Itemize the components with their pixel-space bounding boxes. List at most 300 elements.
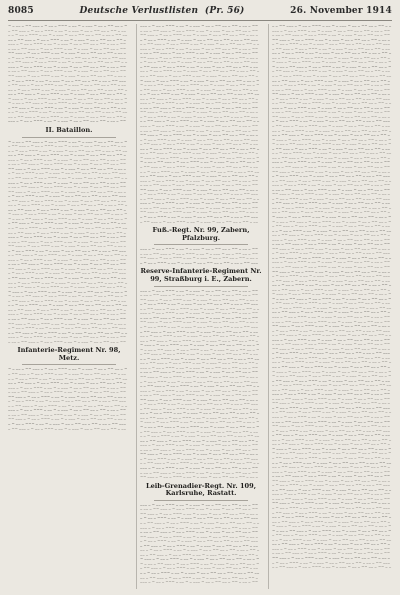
casualty-entry-line: ‒ ‒‒ ‒ −− ‒‒‒ ‒ − ‒‒ ‒ −−− ‒ ‒‒ − ‒ ‒‒‒ − ‒‒ ‒ −− ‒‒ ‒ −− — [8, 412, 126, 417]
casualty-entry-line: ‒ −− ‒‒‒ ‒ − ‒‒ ‒ −−− ‒ ‒‒ − ‒ ‒‒‒ − ‒‒ ‒ −− ‒‒ ‒ −− ‒ ‒‒ — [8, 371, 126, 376]
casualty-entry-line: ‒ −− ‒‒‒ ‒ − ‒‒ ‒ −−− ‒ ‒‒ − ‒ ‒‒‒ − ‒‒ ‒ −− ‒‒ ‒ −− ‒ ‒‒ — [272, 224, 390, 229]
casualty-entry-line: ‒ ‒‒ ‒ −− ‒‒‒ ‒ − ‒‒ ‒ −−− ‒ ‒‒ − ‒ ‒‒‒ − ‒‒ ‒ −− ‒‒ ‒ −− — [140, 183, 258, 188]
casualty-entry-line: ‒ ‒ − ‒‒ ‒ −−− ‒ ‒‒ − ‒ ‒‒‒ − ‒‒ ‒ −− ‒‒ ‒ −− ‒ ‒‒ ‒ −− ‒‒ — [140, 169, 260, 174]
casualty-entry-line: ‒‒‒ ‒ − ‒‒ ‒ −−− ‒ ‒‒ − ‒ ‒‒‒ − ‒‒ ‒ −− ‒‒ ‒ −− ‒ ‒‒ ‒ −− — [140, 311, 258, 316]
casualty-entry-line: ‒‒ ‒ −− ‒‒‒ ‒ − ‒‒ ‒ −−− ‒ ‒‒ − ‒ ‒‒‒ − ‒‒ ‒ −− ‒‒ ‒ −− ‒ — [8, 114, 126, 119]
casualty-entry-line: ‒‒ ‒ − ‒‒ ‒ −−− ‒ ‒‒ − ‒ ‒‒‒ − ‒‒ ‒ −− ‒‒ ‒ −− ‒ ‒‒ ‒ −− ‒ — [272, 51, 392, 56]
casualty-entry-line: ‒ −− ‒‒‒ ‒ − ‒‒ ‒ −−− ‒ ‒‒ − ‒ ‒‒‒ − ‒‒ ‒ −− ‒‒ ‒ −− ‒ ‒‒ — [272, 510, 390, 515]
section-rule — [154, 286, 248, 287]
casualty-entry-line: ‒ ‒ − ‒‒ ‒ −−− ‒ ‒‒ − ‒ ‒‒‒ − ‒‒ ‒ −− ‒‒ ‒ −− ‒ ‒‒ ‒ −− ‒‒ — [272, 383, 392, 388]
casualty-entry-line: ‒ ‒‒ ‒ −− ‒‒‒ ‒ − ‒‒ ‒ −−− ‒ ‒‒ − ‒ ‒‒‒ − ‒‒ ‒ −− ‒‒ ‒ −− — [272, 242, 390, 247]
casualty-entry-line: − ‒‒‒ ‒ − ‒‒ ‒ −−− ‒ ‒‒ − ‒ ‒‒‒ − ‒‒ ‒ −− ‒‒ ‒ −− ‒ ‒‒ ‒ − — [140, 78, 260, 83]
casualty-entry-line: ‒‒‒ ‒ − ‒‒ ‒ −−− ‒ ‒‒ − ‒ ‒‒‒ − ‒‒ ‒ −− ‒‒ ‒ −− ‒ ‒‒ ‒ −− — [8, 157, 126, 162]
casualty-entry-line: ‒‒ ‒ −− ‒‒‒ ‒ − ‒‒ ‒ −−− ‒ ‒‒ − ‒ ‒‒‒ − ‒‒ ‒ −− ‒‒ ‒ −− ‒ — [272, 365, 390, 370]
casualty-entry-line: ‒ − ‒‒ ‒ −−− ‒ ‒‒ − ‒ ‒‒‒ − ‒‒ ‒ −− ‒‒ ‒ −− ‒ ‒‒ ‒ −− ‒‒‒ — [8, 271, 126, 276]
casualty-entry-line: −− ‒‒‒ ‒ − ‒‒ ‒ −−− ‒ ‒‒ − ‒ ‒‒‒ − ‒‒ ‒ −− ‒‒ ‒ −− ‒ ‒‒ ‒ — [8, 189, 126, 194]
casualty-entry-line: ‒ ‒ −− ‒‒‒ ‒ − ‒‒ ‒ −−− ‒ ‒‒ − ‒ ‒‒‒ − ‒‒ ‒ −− ‒‒ ‒ −− ‒ ‒ — [272, 24, 392, 28]
casualty-entry-line: −− ‒‒‒ ‒ − ‒‒ ‒ −−− ‒ ‒‒ − ‒ ‒‒‒ − ‒‒ ‒ −− ‒‒ ‒ −− ‒ ‒‒ ‒ — [272, 401, 390, 406]
casualty-entry-line: ‒ −− ‒‒‒ ‒ − ‒‒ ‒ −−− ‒ ‒‒ − ‒ ‒‒‒ − ‒‒ ‒ −− ‒‒ ‒ −− ‒ ‒‒ — [8, 221, 126, 226]
casualty-entry-line: ‒ ‒‒ ‒ −− ‒‒‒ ‒ − ‒‒ ‒ −−− ‒ ‒‒ − ‒ ‒‒‒ − ‒‒ ‒ −− ‒‒ ‒ −− — [140, 51, 258, 56]
casualty-entry-line: −− ‒‒‒ ‒ − ‒‒ ‒ −−− ‒ ‒‒ − ‒ ‒‒‒ − ‒‒ ‒ −− ‒‒ ‒ −− ‒ ‒‒ ‒ — [140, 375, 258, 380]
casualty-entry-line: ‒ ‒ −− ‒‒‒ ‒ − ‒‒ ‒ −−− ‒ ‒‒ − ‒ ‒‒‒ − ‒‒ ‒ −− ‒‒ ‒ −− ‒ ‒ — [272, 410, 392, 415]
casualty-entry-line: ‒ − ‒‒ ‒ −−− ‒ ‒‒ − ‒ ‒‒‒ − ‒‒ ‒ −− ‒‒ ‒ −− ‒ ‒‒ ‒ −− ‒‒‒ — [272, 483, 390, 488]
casualty-entry-line: ‒‒ ‒ −− ‒‒‒ ‒ − ‒‒ ‒ −−− ‒ ‒‒ − ‒ ‒‒‒ − ‒‒ ‒ −− ‒‒ ‒ −− ‒ — [8, 207, 126, 212]
casualty-entry-line: ‒ ‒ −− ‒‒‒ ‒ − ‒‒ ‒ −−− ‒ ‒‒ − ‒ ‒‒‒ − ‒‒ ‒ −− ‒‒ ‒ −− ‒ ‒ — [8, 60, 128, 65]
casualty-entry-line: ‒ ‒‒ ‒ −− ‒‒‒ ‒ − ‒‒ ‒ −−− ‒ ‒‒ − ‒ ‒‒‒ − ‒‒ ‒ −− ‒‒ ‒ −− — [272, 319, 390, 324]
casualty-entry-line: ‒ ‒‒ ‒ −− ‒‒‒ ‒ − ‒‒ ‒ −−− ‒ ‒‒ − ‒ ‒‒‒ − ‒‒ ‒ −− ‒‒ ‒ −− — [272, 474, 390, 479]
casualty-entry-line: ‒ ‒‒ ‒ −− ‒‒‒ ‒ − ‒‒ ‒ −−− ‒ ‒‒ − ‒ ‒‒‒ − ‒‒ ‒ −− ‒‒ ‒ −− — [140, 393, 258, 398]
casualty-entry-line: ‒‒‒ ‒ − ‒‒ ‒ −−− ‒ ‒‒ − ‒ ‒‒‒ − ‒‒ ‒ −− ‒‒ ‒ −− ‒ ‒‒ ‒ −− — [8, 235, 126, 240]
casualty-entry-line: ‒ −− ‒‒‒ ‒ − ‒‒ ‒ −−− ‒ ‒‒ − ‒ ‒‒‒ − ‒‒ ‒ −− ‒‒ ‒ −− ‒ ‒‒ — [272, 124, 390, 129]
casualty-entry-line: ‒‒‒ ‒ − ‒‒ ‒ −−− ‒ ‒‒ − ‒ ‒‒‒ − ‒‒ ‒ −− ‒‒ ‒ −− ‒ ‒‒ ‒ −− — [140, 465, 258, 470]
text-columns — [8, 24, 394, 589]
journal-title: Deutsche Verlustlisten (Pr. 56) — [79, 6, 245, 16]
casualty-entry-line: − ‒ ‒‒ ‒ −− ‒‒‒ ‒ − ‒‒ ‒ −−− ‒ ‒‒ − ‒ ‒‒‒ − ‒‒ ‒ −− ‒‒ ‒ − — [8, 139, 128, 144]
casualty-entry-line: ‒ −− ‒‒‒ ‒ − ‒‒ ‒ −−− ‒ ‒‒ − ‒ ‒‒‒ − ‒‒ ‒ −− ‒‒ ‒ −− ‒ ‒‒ — [8, 298, 126, 303]
casualty-entry-line: −− ‒‒‒ ‒ − ‒‒ ‒ −−− ‒ ‒‒ − ‒ ‒‒‒ − ‒‒ ‒ −− ‒‒ ‒ −− ‒ ‒‒ ‒ — [272, 246, 390, 251]
casualty-entry-line: − ‒‒‒ ‒ − ‒‒ ‒ −−− ‒ ‒‒ − ‒ ‒‒‒ − ‒‒ ‒ −− ‒‒ ‒ −− ‒ ‒‒ ‒ − — [272, 446, 392, 451]
casualty-entry-line: ‒ −− ‒‒‒ ‒ − ‒‒ ‒ −−− ‒ ‒‒ − ‒ ‒‒‒ − ‒‒ ‒ −− ‒‒ ‒ −− ‒ ‒‒ — [272, 201, 390, 206]
casualty-entry-line: ‒‒ ‒ −− ‒‒‒ ‒ − ‒‒ ‒ −−− ‒ ‒‒ − ‒ ‒‒‒ − ‒‒ ‒ −− ‒‒ ‒ −− ‒ — [140, 415, 258, 420]
casualty-entry-line: ‒‒ ‒ −− ‒‒‒ ‒ − ‒‒ ‒ −−− ‒ ‒‒ − ‒ ‒‒‒ − ‒‒ ‒ −− ‒‒ ‒ −− ‒ — [140, 575, 258, 580]
casualty-entry-line: ‒ − ‒‒ ‒ −−− ‒ ‒‒ − ‒ ‒‒‒ − ‒‒ ‒ −− ‒‒ ‒ −− ‒ ‒‒ ‒ −− ‒‒‒ — [8, 171, 126, 176]
casualty-entry-line: ‒‒ ‒ −− ‒‒‒ ‒ − ‒‒ ‒ −−− ‒ ‒‒ − ‒ ‒‒‒ − ‒‒ ‒ −− ‒‒ ‒ −− ‒ — [8, 307, 126, 312]
casualty-entry-line: ‒ − ‒‒ ‒ −−− ‒ ‒‒ − ‒ ‒‒‒ − ‒‒ ‒ −− ‒‒ ‒ −− ‒ ‒‒ ‒ −− ‒‒‒ — [140, 260, 258, 265]
casualty-entry-line: ‒ ‒ − ‒‒ ‒ −−− ‒ ‒‒ − ‒ ‒‒‒ − ‒‒ ‒ −− ‒‒ ‒ −− ‒ ‒‒ ‒ −− ‒‒ — [272, 537, 392, 542]
casualty-entry-line: ‒ ‒‒ ‒ −− ‒‒‒ ‒ − ‒‒ ‒ −−− ‒ ‒‒ − ‒ ‒‒‒ − ‒‒ ‒ −− ‒‒ ‒ −− — [140, 293, 258, 298]
casualty-entry-line: − ‒ ‒‒ ‒ −− ‒‒‒ ‒ − ‒‒ ‒ −−− ‒ ‒‒ − ‒ ‒‒‒ − ‒‒ ‒ −− ‒‒ ‒ − — [272, 528, 392, 533]
casualty-entry-line: −− ‒‒‒ ‒ − ‒‒ ‒ −−− ‒ ‒‒ − ‒ ‒‒‒ − ‒‒ ‒ −− ‒‒ ‒ −− ‒ ‒‒ ‒ — [272, 169, 390, 174]
section-heading: Fuß.-Regt. Nr. 99, Zabern, Pfalzburg. — [152, 226, 250, 242]
casualty-entry-line: −− ‒‒‒ ‒ − ‒‒ ‒ −−− ‒ ‒‒ − ‒ ‒‒‒ − ‒‒ ‒ −− ‒‒ ‒ −− ‒ ‒‒ ‒ — [140, 534, 258, 539]
casualty-entry-line: −− ‒‒‒ ‒ − ‒‒ ‒ −−− ‒ ‒‒ − ‒ ‒‒‒ − ‒‒ ‒ −− ‒‒ ‒ −− ‒ ‒‒ ‒ — [272, 92, 390, 97]
casualty-entry-line: −− ‒‒‒ ‒ − ‒‒ ‒ −−− ‒ ‒‒ − ‒ ‒‒‒ − ‒‒ ‒ −− ‒‒ ‒ −− ‒ ‒‒ ‒ — [140, 320, 258, 325]
casualty-entry-line: ‒ − ‒‒ ‒ −−− ‒ ‒‒ − ‒ ‒‒‒ − ‒‒ ‒ −− ‒‒ ‒ −− ‒ ‒‒ ‒ −− ‒‒‒ — [140, 37, 258, 42]
casualty-entry-line: − ‒ ‒‒ ‒ −− ‒‒‒ ‒ − ‒‒ ‒ −−− ‒ ‒‒ − ‒ ‒‒‒ − ‒‒ ‒ −− ‒‒ ‒ − — [8, 367, 128, 372]
casualty-entry-line: ‒ ‒ − ‒‒ ‒ −−− ‒ ‒‒ − ‒ ‒‒‒ − ‒‒ ‒ −− ‒‒ ‒ −− ‒ ‒‒ ‒ −− ‒‒ — [140, 356, 260, 361]
casualty-entry-line: ‒ − ‒‒ ‒ −−− ‒ ‒‒ − ‒ ‒‒‒ − ‒‒ ‒ −− ‒‒ ‒ −− ‒ ‒‒ ‒ −− ‒‒‒ — [8, 421, 126, 426]
casualty-entry-line: −− ‒‒‒ ‒ − ‒‒ ‒ −−− ‒ ‒‒ − ‒ ‒‒‒ − ‒‒ ‒ −− ‒‒ ‒ −− ‒ ‒‒ ‒ — [140, 55, 258, 60]
casualty-entry-line: ‒ ‒‒ ‒ −− ‒‒‒ ‒ − ‒‒ ‒ −−− ‒ ‒‒ − ‒ ‒‒‒ − ‒‒ ‒ −− ‒‒ ‒ −− — [140, 105, 258, 110]
casualty-entry-line: ‒ ‒ −− ‒‒‒ ‒ − ‒‒ ‒ −−− ‒ ‒‒ − ‒ ‒‒‒ − ‒‒ ‒ −− ‒‒ ‒ −− ‒ ‒ — [8, 253, 128, 258]
casualty-entry-line: ‒‒ ‒ − ‒‒ ‒ −−− ‒ ‒‒ − ‒ ‒‒‒ − ‒‒ ‒ −− ‒‒ ‒ −− ‒ ‒‒ ‒ −− ‒ — [272, 360, 392, 365]
casualty-entry-line: ‒ ‒‒ ‒ −− ‒‒‒ ‒ − ‒‒ ‒ −−− ‒ ‒‒ − ‒ ‒‒‒ − ‒‒ ‒ −− ‒‒ ‒ −− — [272, 87, 390, 92]
casualty-entry-line: ‒ ‒ − ‒‒ ‒ −−− ‒ ‒‒ − ‒ ‒‒‒ − ‒‒ ‒ −− ‒‒ ‒ −− ‒ ‒‒ ‒ −− ‒‒ — [272, 460, 392, 465]
casualty-entry-line: ‒‒‒ ‒ − ‒‒ ‒ −−− ‒ ‒‒ − ‒ ‒‒‒ − ‒‒ ‒ −− ‒‒ ‒ −− ‒ ‒‒ ‒ −− — [140, 525, 258, 530]
casualty-entry-line: ‒ ‒‒ ‒ −− ‒‒‒ ‒ − ‒‒ ‒ −−− ‒ ‒‒ − ‒ ‒‒‒ − ‒‒ ‒ −− ‒‒ ‒ −− — [8, 239, 126, 244]
casualty-entry-line: ‒ ‒‒ ‒ −− ‒‒‒ ‒ − ‒‒ ‒ −−− ‒ ‒‒ − ‒ ‒‒‒ − ‒‒ ‒ −− ‒‒ ‒ −− — [8, 390, 126, 395]
casualty-entry-line: ‒‒ ‒ −− ‒‒‒ ‒ − ‒‒ ‒ −−− ‒ ‒‒ − ‒ ‒‒‒ − ‒‒ ‒ −− ‒‒ ‒ −− ‒ — [272, 310, 390, 315]
casualty-entry-line: ‒ ‒ − ‒‒ ‒ −−− ‒ ‒‒ − ‒ ‒‒‒ − ‒‒ ‒ −− ‒‒ ‒ −− ‒ ‒‒ ‒ −− ‒‒ — [140, 434, 260, 439]
casualty-entry-line: −− ‒‒‒ ‒ − ‒‒ ‒ −−− ‒ ‒‒ − ‒ ‒‒‒ − ‒‒ ‒ −− ‒‒ ‒ −− ‒ ‒‒ ‒ — [8, 244, 126, 249]
casualty-entry-line: ‒ ‒‒ ‒ −− ‒‒‒ ‒ − ‒‒ ‒ −−− ‒ ‒‒ − ‒ ‒‒‒ − ‒‒ ‒ −− ‒‒ ‒ −− — [8, 46, 126, 51]
casualty-entry-line: −− ‒‒‒ ‒ − ‒‒ ‒ −−− ‒ ‒‒ − ‒ ‒‒‒ − ‒‒ ‒ −− ‒‒ ‒ −− ‒ ‒‒ ‒ — [140, 33, 258, 38]
text-column-2 — [136, 24, 262, 589]
casualty-entry-line: ‒‒ ‒ −− ‒‒‒ ‒ − ‒‒ ‒ −−− ‒ ‒‒ − ‒ ‒‒‒ − ‒‒ ‒ −− ‒‒ ‒ −− ‒ — [272, 442, 390, 447]
casualty-entry-line: ‒ ‒ −− ‒‒‒ ‒ − ‒‒ ‒ −−− ‒ ‒‒ − ‒ ‒‒‒ − ‒‒ ‒ −− ‒‒ ‒ −− ‒ ‒ — [140, 384, 260, 389]
casualty-entry-line: ‒‒‒ ‒ − ‒‒ ‒ −−− ‒ ‒‒ − ‒ ‒‒‒ − ‒‒ ‒ −− ‒‒ ‒ −− ‒ ‒‒ ‒ −− — [8, 119, 126, 124]
casualty-entry-line: ‒ −− ‒‒‒ ‒ − ‒‒ ‒ −−− ‒ ‒‒ − ‒ ‒‒‒ − ‒‒ ‒ −− ‒‒ ‒ −− ‒ ‒‒ — [8, 144, 126, 149]
casualty-entry-line: ‒ − ‒‒ ‒ −−− ‒ ‒‒ − ‒ ‒‒‒ − ‒‒ ‒ −− ‒‒ ‒ −− ‒ ‒‒ ‒ −− ‒‒‒ — [8, 194, 126, 199]
casualty-entry-line: ‒‒ ‒ −− ‒‒‒ ‒ − ‒‒ ‒ −−− ‒ ‒‒ − ‒ ‒‒‒ − ‒‒ ‒ −− ‒‒ ‒ −− ‒ — [8, 285, 126, 290]
casualty-entry-line: − ‒ ‒‒ ‒ −− ‒‒‒ ‒ − ‒‒ ‒ −−− ‒ ‒‒ − ‒ ‒‒‒ − ‒‒ ‒ −− ‒‒ ‒ − — [140, 160, 260, 165]
casualty-entry-line: ‒ −− ‒‒‒ ‒ − ‒‒ ‒ −−− ‒ ‒‒ − ‒ ‒‒‒ − ‒‒ ‒ −− ‒‒ ‒ −− ‒ ‒‒ — [272, 278, 390, 283]
casualty-entry-line: ‒‒‒ ‒ − ‒‒ ‒ −−− ‒ ‒‒ − ‒ ‒‒‒ − ‒‒ ‒ −− ‒‒ ‒ −− ‒ ‒‒ ‒ −− — [140, 124, 258, 129]
casualty-entry-line: ‒‒‒ ‒ − ‒‒ ‒ −−− ‒ ‒‒ − ‒ ‒‒‒ − ‒‒ ‒ −− ‒‒ ‒ −− ‒ ‒‒ ‒ −− — [272, 260, 390, 265]
casualty-entry-line: ‒‒‒ ‒ − ‒‒ ‒ −−− ‒ ‒‒ − ‒ ‒‒‒ − ‒‒ ‒ −− ‒‒ ‒ −− ‒ ‒‒ ‒ −− — [272, 105, 390, 110]
casualty-entry-line: ‒ ‒‒ ‒ −− ‒‒‒ ‒ − ‒‒ ‒ −−− ‒ ‒‒ − ‒ ‒‒‒ − ‒‒ ‒ −− ‒‒ ‒ −− — [140, 205, 258, 210]
casualty-entry-line: − ‒‒‒ ‒ − ‒‒ ‒ −−− ‒ ‒‒ − ‒ ‒‒‒ − ‒‒ ‒ −− ‒‒ ‒ −− ‒ ‒‒ ‒ − — [272, 60, 392, 65]
casualty-entry-line: ‒‒‒ ‒ − ‒‒ ‒ −−− ‒ ‒‒ − ‒ ‒‒‒ − ‒‒ ‒ −− ‒‒ ‒ −− ‒ ‒‒ ‒ −− — [8, 64, 126, 69]
casualty-entry-line: ‒ ‒‒ ‒ −− ‒‒‒ ‒ − ‒‒ ‒ −−− ‒ ‒‒ − ‒ ‒‒‒ − ‒‒ ‒ −− ‒‒ ‒ −− — [272, 264, 390, 269]
casualty-entry-line: ‒‒ ‒ − ‒‒ ‒ −−− ‒ ‒‒ − ‒ ‒‒‒ − ‒‒ ‒ −− ‒‒ ‒ −− ‒ ‒‒ ‒ −− ‒ — [140, 334, 260, 339]
casualty-entry-line: ‒ −− ‒‒‒ ‒ − ‒‒ ‒ −−− ‒ ‒‒ − ‒ ‒‒‒ − ‒‒ ‒ −− ‒‒ ‒ −− ‒ ‒‒ — [140, 219, 258, 224]
casualty-entry-line: ‒ ‒ −− ‒‒‒ ‒ − ‒‒ ‒ −−− ‒ ‒‒ − ‒ ‒‒‒ − ‒‒ ‒ −− ‒‒ ‒ −− ‒ ‒ — [140, 196, 260, 201]
casualty-entry-line: ‒‒‒ ‒ − ‒‒ ‒ −−− ‒ ‒‒ − ‒ ‒‒‒ − ‒‒ ‒ −− ‒‒ ‒ −− ‒ ‒‒ ‒ −− — [8, 385, 126, 390]
casualty-entry-line: −− ‒‒‒ ‒ − ‒‒ ‒ −−− ‒ ‒‒ − ‒ ‒‒‒ − ‒‒ ‒ −− ‒‒ ‒ −− ‒ ‒‒ ‒ — [140, 452, 258, 457]
casualty-entry-line: −− ‒‒‒ ‒ − ‒‒ ‒ −−− ‒ ‒‒ − ‒ ‒‒‒ − ‒‒ ‒ −− ‒‒ ‒ −− ‒ ‒‒ ‒ — [8, 166, 126, 171]
casualty-entry-line: − ‒ ‒‒ ‒ −− ‒‒‒ ‒ − ‒‒ ‒ −−− ‒ ‒‒ − ‒ ‒‒‒ − ‒‒ ‒ −− ‒‒ ‒ − — [140, 561, 260, 566]
casualty-entry-line: ‒ ‒‒ ‒ −− ‒‒‒ ‒ − ‒‒ ‒ −−− ‒ ‒‒ − ‒ ‒‒‒ − ‒‒ ‒ −− ‒‒ ‒ −− — [140, 470, 258, 475]
casualty-entry-line: ‒ −− ‒‒‒ ‒ − ‒‒ ‒ −−− ‒ ‒‒ − ‒ ‒‒‒ − ‒‒ ‒ −− ‒‒ ‒ −− ‒ ‒‒ — [272, 146, 390, 151]
casualty-entry-line: ‒ −− ‒‒‒ ‒ − ‒‒ ‒ −−− ‒ ‒‒ − ‒ ‒‒‒ − ‒‒ ‒ −− ‒‒ ‒ −− ‒ ‒‒ — [8, 105, 126, 110]
casualty-entry-line: − ‒ ‒‒ ‒ −− ‒‒‒ ‒ − ‒‒ ‒ −−− ‒ ‒‒ − ‒ ‒‒‒ − ‒‒ ‒ −− ‒‒ ‒ − — [8, 101, 128, 106]
casualty-entry-line: ‒ − ‒‒ ‒ −−− ‒ ‒‒ − ‒ ‒‒‒ − ‒‒ ‒ −− ‒‒ ‒ −− ‒ ‒‒ ‒ −− ‒‒‒ — [140, 214, 258, 219]
casualty-entry-line: ‒‒‒ ‒ − ‒‒ ‒ −−− ‒ ‒‒ − ‒ ‒‒‒ − ‒‒ ‒ −− ‒‒ ‒ −− ‒ ‒‒ ‒ −− — [140, 388, 258, 393]
casualty-entry-line: −− ‒‒‒ ‒ − ‒‒ ‒ −−− ‒ ‒‒ − ‒ ‒‒‒ − ‒‒ ‒ −− ‒‒ ‒ −− ‒ ‒‒ ‒ — [140, 110, 258, 115]
casualty-entry-line: ‒ −− ‒‒‒ ‒ − ‒‒ ‒ −−− ‒ ‒‒ − ‒ ‒‒‒ − ‒‒ ‒ −− ‒‒ ‒ −− ‒ ‒‒ — [140, 406, 258, 411]
casualty-entry-line: ‒‒‒ ‒ − ‒‒ ‒ −−− ‒ ‒‒ − ‒ ‒‒‒ − ‒‒ ‒ −− ‒‒ ‒ −− ‒ ‒‒ ‒ −− — [8, 408, 126, 413]
casualty-entry-line: −− ‒‒‒ ‒ − ‒‒ ‒ −−− ‒ ‒‒ − ‒ ‒‒‒ − ‒‒ ‒ −− ‒‒ ‒ −− ‒ ‒‒ ‒ — [140, 187, 258, 192]
casualty-entry-line: ‒ ‒ −− ‒‒‒ ‒ − ‒‒ ‒ −−− ‒ ‒‒ − ‒ ‒‒‒ − ‒‒ ‒ −− ‒‒ ‒ −− ‒ ‒ — [272, 101, 392, 106]
casualty-entry-line: ‒ − ‒‒ ‒ −−− ‒ ‒‒ − ‒ ‒‒‒ − ‒‒ ‒ −− ‒‒ ‒ −− ‒ ‒‒ ‒ −− ‒‒‒ — [140, 516, 258, 521]
casualty-entry-line: ‒‒ ‒ − ‒‒ ‒ −−− ‒ ‒‒ − ‒ ‒‒‒ − ‒‒ ‒ −− ‒‒ ‒ −− ‒ ‒‒ ‒ −− ‒ — [140, 411, 260, 416]
casualty-entry-line: ‒‒ ‒ −− ‒‒‒ ‒ − ‒‒ ‒ −−− ‒ ‒‒ − ‒ ‒‒‒ − ‒‒ ‒ −− ‒‒ ‒ −− ‒ — [140, 361, 258, 366]
casualty-entry-line: ‒ ‒ − ‒‒ ‒ −−− ‒ ‒‒ − ‒ ‒‒‒ − ‒‒ ‒ −− ‒‒ ‒ −− ‒ ‒‒ ‒ −− ‒‒ — [272, 74, 392, 79]
casualty-entry-line: ‒‒‒ ‒ − ‒‒ ‒ −−− ‒ ‒‒ − ‒ ‒‒‒ − ‒‒ ‒ −− ‒‒ ‒ −− ‒ ‒‒ ‒ −− — [272, 183, 390, 188]
casualty-entry-line: ‒ −− ‒‒‒ ‒ − ‒‒ ‒ −−− ‒ ‒‒ − ‒ ‒‒‒ − ‒‒ ‒ −− ‒‒ ‒ −− ‒ ‒‒ — [272, 355, 390, 360]
casualty-entry-line: ‒ ‒ −− ‒‒‒ ‒ − ‒‒ ‒ −−− ‒ ‒‒ − ‒ ‒‒‒ − ‒‒ ‒ −− ‒‒ ‒ −− ‒ ‒ — [272, 333, 392, 338]
section-rule — [22, 364, 116, 365]
casualty-entry-line: ‒ − ‒‒ ‒ −−− ‒ ‒‒ − ‒ ‒‒‒ − ‒‒ ‒ −− ‒‒ ‒ −− ‒ ‒‒ ‒ −− ‒‒‒ — [140, 456, 258, 461]
casualty-entry-line: ‒‒ ‒ − ‒‒ ‒ −−− ‒ ‒‒ − ‒ ‒‒‒ − ‒‒ ‒ −− ‒‒ ‒ −− ‒ ‒‒ ‒ −− ‒ — [272, 437, 392, 442]
casualty-entry-line: ‒ − ‒‒ ‒ −−− ‒ ‒‒ − ‒ ‒‒‒ − ‒‒ ‒ −− ‒‒ ‒ −− ‒ ‒‒ ‒ −− ‒‒‒ — [8, 78, 126, 83]
casualty-entry-line: ‒ ‒‒ ‒ −− ‒‒‒ ‒ − ‒‒ ‒ −−− ‒ ‒‒ − ‒ ‒‒‒ − ‒‒ ‒ −− ‒‒ ‒ −− — [140, 530, 258, 535]
casualty-entry-line: ‒‒‒ ‒ − ‒‒ ‒ −−− ‒ ‒‒ − ‒ ‒‒‒ − ‒‒ ‒ −− ‒‒ ‒ −− ‒ ‒‒ ‒ −− — [8, 42, 126, 47]
casualty-entry-line: ‒‒‒ ‒ − ‒‒ ‒ −−− ‒ ‒‒ − ‒ ‒‒‒ − ‒‒ ‒ −− ‒‒ ‒ −− ‒ ‒‒ ‒ −− — [140, 24, 258, 28]
casualty-entry-line: ‒ ‒ −− ‒‒‒ ‒ − ‒‒ ‒ −−− ‒ ‒‒ − ‒ ‒‒‒ − ‒‒ ‒ −− ‒‒ ‒ −− ‒ ‒ — [272, 565, 392, 570]
casualty-entry-line: ‒ − ‒‒ ‒ −−− ‒ ‒‒ − ‒ ‒‒‒ − ‒‒ ‒ −− ‒‒ ‒ −− ‒ ‒‒ ‒ −− ‒‒‒ — [140, 137, 258, 142]
casualty-entry-line: ‒ − ‒‒ ‒ −−− ‒ ‒‒ − ‒ ‒‒‒ − ‒‒ ‒ −− ‒‒ ‒ −− ‒ ‒‒ ‒ −− ‒‒‒ — [140, 60, 258, 65]
casualty-entry-line: ‒ ‒ −− ‒‒‒ ‒ − ‒‒ ‒ −−− ‒ ‒‒ − ‒ ‒‒‒ − ‒‒ ‒ −− ‒‒ ‒ −− ‒ ‒ — [8, 330, 128, 335]
casualty-entry-line: ‒‒ ‒ −− ‒‒‒ ‒ − ‒‒ ‒ −−− ‒ ‒‒ − ‒ ‒‒‒ − ‒‒ ‒ −− ‒‒ ‒ −− ‒ — [8, 37, 126, 42]
casualty-entry-line: − ‒‒‒ ‒ − ‒‒ ‒ −−− ‒ ‒‒ − ‒ ‒‒‒ − ‒‒ ‒ −− ‒‒ ‒ −− ‒ ‒‒ ‒ − — [272, 524, 392, 529]
casualty-entry-line: −− ‒‒‒ ‒ − ‒‒ ‒ −−− ‒ ‒‒ − ‒ ‒‒‒ − ‒‒ ‒ −− ‒‒ ‒ −− ‒ ‒‒ ‒ — [272, 37, 390, 42]
casualty-entry-line: −− ‒‒‒ ‒ − ‒‒ ‒ −−− ‒ ‒‒ − ‒ ‒‒‒ − ‒‒ ‒ −− ‒‒ ‒ −− ‒ ‒‒ ‒ — [272, 346, 390, 351]
casualty-entry-line: ‒ −− ‒‒‒ ‒ − ‒‒ ‒ −−− ‒ ‒‒ − ‒ ‒‒‒ − ‒‒ ‒ −− ‒‒ ‒ −− ‒ ‒‒ — [140, 543, 258, 548]
casualty-entry-line: −− ‒‒‒ ‒ − ‒‒ ‒ −−− ‒ ‒‒ − ‒ ‒‒‒ − ‒‒ ‒ −− ‒‒ ‒ −− ‒ ‒‒ ‒ — [8, 51, 126, 56]
casualty-entry-line: ‒ ‒‒ ‒ −− ‒‒‒ ‒ − ‒‒ ‒ −−− ‒ ‒‒ − ‒ ‒‒‒ − ‒‒ ‒ −− ‒‒ ‒ −− — [272, 419, 390, 424]
casualty-entry-line: ‒‒‒ ‒ − ‒‒ ‒ −−− ‒ ‒‒ − ‒ ‒‒‒ − ‒‒ ‒ −− ‒‒ ‒ −− ‒ ‒‒ ‒ −− — [272, 415, 390, 420]
casualty-entry-line: ‒ ‒ −− ‒‒‒ ‒ − ‒‒ ‒ −−− ‒ ‒‒ − ‒ ‒‒‒ − ‒‒ ‒ −− ‒‒ ‒ −− ‒ ‒ — [140, 119, 260, 124]
casualty-entry-line: −− ‒‒‒ ‒ − ‒‒ ‒ −−− ‒ ‒‒ − ‒ ‒‒‒ − ‒‒ ‒ −− ‒‒ ‒ −− ‒ ‒‒ ‒ — [140, 210, 258, 215]
casualty-entry-line: ‒ ‒ −− ‒‒‒ ‒ − ‒‒ ‒ −−− ‒ ‒‒ − ‒ ‒‒‒ − ‒‒ ‒ −− ‒‒ ‒ −− ‒ ‒ — [140, 520, 260, 525]
casualty-entry-line: ‒ − ‒‒ ‒ −−− ‒ ‒‒ − ‒ ‒‒‒ − ‒‒ ‒ −− ‒‒ ‒ −− ‒ ‒‒ ‒ −− ‒‒‒ — [8, 55, 126, 60]
casualty-entry-line: ‒‒ ‒ −− ‒‒‒ ‒ − ‒‒ ‒ −−− ‒ ‒‒ − ‒ ‒‒‒ − ‒‒ ‒ −− ‒‒ ‒ −− ‒ — [272, 387, 390, 392]
casualty-entry-line: ‒ − ‒‒ ‒ −−− ‒ ‒‒ − ‒ ‒‒‒ − ‒‒ ‒ −− ‒‒ ‒ −− ‒ ‒‒ ‒ −− ‒‒‒ — [272, 119, 390, 124]
casualty-entry-line: − ‒‒‒ ‒ − ‒‒ ‒ −−− ‒ ‒‒ − ‒ ‒‒‒ − ‒‒ ‒ −− ‒‒ ‒ −− ‒ ‒‒ ‒ − — [272, 137, 392, 142]
casualty-entry-line: −− ‒‒‒ ‒ − ‒‒ ‒ −−− ‒ ‒‒ − ‒ ‒‒‒ − ‒‒ ‒ −− ‒‒ ‒ −− ‒ ‒‒ ‒ — [140, 297, 258, 302]
section-rule — [154, 244, 248, 245]
casualty-entry-line: ‒ − ‒‒ ‒ −−− ‒ ‒‒ − ‒ ‒‒‒ − ‒‒ ‒ −− ‒‒ ‒ −− ‒ ‒‒ ‒ −− ‒‒‒ — [140, 192, 258, 197]
casualty-entry-line: ‒ − ‒‒ ‒ −−− ‒ ‒‒ − ‒ ‒‒‒ − ‒‒ ‒ −− ‒‒ ‒ −− ‒ ‒‒ ‒ −− ‒‒‒ — [272, 428, 390, 433]
casualty-entry-line: ‒ ‒ −− ‒‒‒ ‒ − ‒‒ ‒ −−− ‒ ‒‒ − ‒ ‒‒‒ − ‒‒ ‒ −− ‒‒ ‒ −− ‒ ‒ — [272, 255, 392, 260]
casualty-entry-line: ‒‒ ‒ −− ‒‒‒ ‒ − ‒‒ ‒ −−− ‒ ‒‒ − ‒ ‒‒‒ − ‒‒ ‒ −− ‒‒ ‒ −− ‒ — [272, 155, 390, 160]
casualty-entry-line: ‒ ‒‒ ‒ −− ‒‒‒ ‒ − ‒‒ ‒ −−− ‒ ‒‒ − ‒ ‒‒‒ − ‒‒ ‒ −− ‒‒ ‒ −− — [272, 342, 390, 347]
casualty-entry-line: ‒ ‒‒ ‒ −− ‒‒‒ ‒ − ‒‒ ‒ −−− ‒ ‒‒ − ‒ ‒‒‒ − ‒‒ ‒ −− ‒‒ ‒ −− — [140, 28, 258, 33]
casualty-entry-line: ‒ − ‒‒ ‒ −−− ‒ ‒‒ − ‒ ‒‒‒ − ‒‒ ‒ −− ‒‒ ‒ −− ‒ ‒‒ ‒ −− ‒‒‒ — [272, 560, 390, 565]
casualty-entry-line: ‒‒ ‒ −− ‒‒‒ ‒ − ‒‒ ‒ −−− ‒ ‒‒ − ‒ ‒‒‒ − ‒‒ ‒ −− ‒‒ ‒ −− ‒ — [140, 96, 258, 101]
casualty-entry-line: ‒‒ ‒ − ‒‒ ‒ −−− ‒ ‒‒ − ‒ ‒‒‒ − ‒‒ ‒ −− ‒‒ ‒ −− ‒ ‒‒ ‒ −− ‒ — [272, 515, 392, 520]
casualty-entry-line: ‒ ‒‒ ‒ −− ‒‒‒ ‒ − ‒‒ ‒ −−− ‒ ‒‒ − ‒ ‒‒‒ − ‒‒ ‒ −− ‒‒ ‒ −− — [272, 110, 390, 115]
casualty-entry-line: − ‒‒‒ ‒ − ‒‒ ‒ −−− ‒ ‒‒ − ‒ ‒‒‒ − ‒‒ ‒ −− ‒‒ ‒ −− ‒ ‒‒ ‒ − — [272, 214, 392, 219]
casualty-entry-line: ‒ −− ‒‒‒ ‒ − ‒‒ ‒ −−− ‒ ‒‒ − ‒ ‒‒‒ − ‒‒ ‒ −− ‒‒ ‒ −− ‒ ‒‒ — [140, 164, 258, 169]
casualty-entry-line: − ‒ ‒‒ ‒ −− ‒‒‒ ‒ − ‒‒ ‒ −−− ‒ ‒‒ − ‒ ‒‒‒ − ‒‒ ‒ −− ‒‒ ‒ − — [8, 294, 128, 299]
casualty-entry-line: ‒ ‒‒ ‒ −− ‒‒‒ ‒ − ‒‒ ‒ −−− ‒ ‒‒ − ‒ ‒‒‒ − ‒‒ ‒ −− ‒‒ ‒ −− — [140, 507, 258, 512]
casualty-entry-line: ‒ ‒‒ ‒ −− ‒‒‒ ‒ − ‒‒ ‒ −−− ‒ ‒‒ − ‒ ‒‒‒ − ‒‒ ‒ −− ‒‒ ‒ −− — [8, 185, 126, 190]
casualty-entry-line: ‒ −− ‒‒‒ ‒ − ‒‒ ‒ −−− ‒ ‒‒ − ‒ ‒‒‒ − ‒‒ ‒ −− ‒‒ ‒ −− ‒ ‒‒ — [140, 429, 258, 434]
casualty-entry-line: −− ‒‒‒ ‒ − ‒‒ ‒ −−− ‒ ‒‒ − ‒ ‒‒‒ − ‒‒ ‒ −− ‒‒ ‒ −− ‒ ‒‒ ‒ — [8, 394, 126, 399]
section-rule — [154, 500, 248, 501]
casualty-entry-line: ‒ −− ‒‒‒ ‒ − ‒‒ ‒ −−− ‒ ‒‒ − ‒ ‒‒‒ − ‒‒ ‒ −− ‒‒ ‒ −− ‒ ‒‒ — [272, 378, 390, 383]
section-heading: II. Bataillon. — [45, 126, 93, 135]
casualty-entry-line: ‒ −− ‒‒‒ ‒ − ‒‒ ‒ −−− ‒ ‒‒ − ‒ ‒‒‒ − ‒‒ ‒ −− ‒‒ ‒ −− ‒ ‒‒ — [272, 533, 390, 538]
casualty-entry-line: − ‒‒‒ ‒ − ‒‒ ‒ −−− ‒ ‒‒ − ‒ ‒‒‒ − ‒‒ ‒ −− ‒‒ ‒ −− ‒ ‒‒ ‒ − — [8, 212, 128, 217]
casualty-entry-line: ‒‒‒ ‒ − ‒‒ ‒ −−− ‒ ‒‒ − ‒ ‒‒‒ − ‒‒ ‒ −− ‒‒ ‒ −− ‒ ‒‒ ‒ −− — [140, 580, 258, 585]
casualty-entry-line: ‒ ‒‒ ‒ −− ‒‒‒ ‒ − ‒‒ ‒ −−− ‒ ‒‒ − ‒ ‒‒‒ − ‒‒ ‒ −− ‒‒ ‒ −− — [8, 316, 126, 321]
casualty-entry-line: ‒ ‒ −− ‒‒‒ ‒ − ‒‒ ‒ −−− ‒ ‒‒ − ‒ ‒‒‒ − ‒‒ ‒ −− ‒‒ ‒ −− ‒ ‒ — [8, 176, 128, 180]
casualty-entry-line: ‒ ‒ − ‒‒ ‒ −−− ‒ ‒‒ − ‒ ‒‒‒ − ‒‒ ‒ −− ‒‒ ‒ −− ‒ ‒‒ ‒ −− ‒‒ — [272, 305, 392, 310]
casualty-entry-line: −− ‒‒‒ ‒ − ‒‒ ‒ −−− ‒ ‒‒ − ‒ ‒‒‒ − ‒‒ ‒ −− ‒‒ ‒ −− ‒ ‒‒ ‒ — [272, 114, 390, 119]
casualty-entry-line: ‒‒‒ ‒ − ‒‒ ‒ −−− ‒ ‒‒ − ‒ ‒‒‒ − ‒‒ ‒ −− ‒‒ ‒ −− ‒ ‒‒ ‒ −− — [140, 502, 258, 507]
casualty-entry-line: ‒ −− ‒‒‒ ‒ − ‒‒ ‒ −−− ‒ ‒‒ − ‒ ‒‒‒ − ‒‒ ‒ −− ‒‒ ‒ −− ‒ ‒‒ — [272, 69, 390, 74]
casualty-entry-line: ‒ −− ‒‒‒ ‒ − ‒‒ ‒ −−− ‒ ‒‒ − ‒ ‒‒‒ − ‒‒ ‒ −− ‒‒ ‒ −− ‒ ‒‒ — [140, 64, 258, 69]
casualty-entry-line: ‒‒ ‒ −− ‒‒‒ ‒ − ‒‒ ‒ −−− ‒ ‒‒ − ‒ ‒‒‒ − ‒‒ ‒ −− ‒‒ ‒ −− ‒ — [8, 381, 126, 386]
casualty-entry-line: ‒ − ‒‒ ‒ −−− ‒ ‒‒ − ‒ ‒‒‒ − ‒‒ ‒ −− ‒‒ ‒ −− ‒ ‒‒ ‒ −− ‒‒‒ — [140, 114, 258, 119]
casualty-entry-line: ‒ − ‒‒ ‒ −−− ‒ ‒‒ − ‒ ‒‒‒ − ‒‒ ‒ −− ‒‒ ‒ −− ‒ ‒‒ ‒ −− ‒‒‒ — [8, 399, 126, 404]
casualty-entry-line: ‒ −− ‒‒‒ ‒ − ‒‒ ‒ −−− ‒ ‒‒ − ‒ ‒‒‒ − ‒‒ ‒ −− ‒‒ ‒ −− ‒ ‒‒ — [140, 352, 258, 357]
casualty-entry-line: ‒ ‒ − ‒‒ ‒ −−− ‒ ‒‒ − ‒ ‒‒‒ − ‒‒ ‒ −− ‒‒ ‒ −− ‒ ‒‒ ‒ −− ‒‒ — [8, 303, 128, 308]
casualty-entry-line: ‒ ‒‒ ‒ −− ‒‒‒ ‒ − ‒‒ ‒ −−− ‒ ‒‒ − ‒ ‒‒‒ − ‒‒ ‒ −− ‒‒ ‒ −− — [272, 396, 390, 401]
casualty-entry-line: ‒ ‒ − ‒‒ ‒ −−− ‒ ‒‒ − ‒ ‒‒‒ − ‒‒ ‒ −− ‒‒ ‒ −− ‒ ‒‒ ‒ −− ‒‒ — [8, 376, 128, 381]
casualty-entry-line: ‒ − ‒‒ ‒ −−− ‒ ‒‒ − ‒ ‒‒‒ − ‒‒ ‒ −− ‒‒ ‒ −− ‒ ‒‒ ‒ −− ‒‒‒ — [140, 302, 258, 307]
casualty-entry-line: ‒ ‒ −− ‒‒‒ ‒ − ‒‒ ‒ −−− ‒ ‒‒ − ‒ ‒‒‒ − ‒‒ ‒ −− ‒‒ ‒ −− ‒ ‒ — [140, 306, 260, 311]
casualty-entry-line: ‒ −− ‒‒‒ ‒ − ‒‒ ‒ −−− ‒ ‒‒ − ‒ ‒‒‒ − ‒‒ ‒ −− ‒‒ ‒ −− ‒ ‒‒ — [140, 566, 258, 571]
casualty-entry-line: − ‒‒‒ ‒ − ‒‒ ‒ −−− ‒ ‒‒ − ‒ ‒‒‒ − ‒‒ ‒ −− ‒‒ ‒ −− ‒ ‒‒ ‒ − — [140, 155, 260, 160]
casualty-entry-line: − ‒ ‒‒ ‒ −− ‒‒‒ ‒ − ‒‒ ‒ −−− ‒ ‒‒ − ‒ ‒‒‒ − ‒‒ ‒ −− ‒‒ ‒ − — [272, 296, 392, 301]
casualty-entry-line: ‒‒ ‒ − ‒‒ ‒ −−− ‒ ‒‒ − ‒ ‒‒‒ − ‒‒ ‒ −− ‒‒ ‒ −− ‒ ‒‒ ‒ −− ‒ — [8, 87, 128, 92]
issue-date: 26. November 1914 — [290, 6, 392, 16]
casualty-entry-line: − ‒ ‒‒ ‒ −− ‒‒‒ ‒ − ‒‒ ‒ −−− ‒ ‒‒ − ‒ ‒‒‒ − ‒‒ ‒ −− ‒‒ ‒ − — [140, 425, 260, 430]
casualty-entry-line: ‒‒ ‒ − ‒‒ ‒ −−− ‒ ‒‒ − ‒ ‒‒‒ − ‒‒ ‒ −− ‒‒ ‒ −− ‒ ‒‒ ‒ −− ‒ — [272, 128, 392, 133]
casualty-entry-line: ‒‒ ‒ − ‒‒ ‒ −−− ‒ ‒‒ − ‒ ‒‒‒ − ‒‒ ‒ −− ‒‒ ‒ −− ‒ ‒‒ ‒ −− ‒ — [272, 283, 392, 288]
casualty-entry-line: − ‒‒‒ ‒ − ‒‒ ‒ −−− ‒ ‒‒ − ‒ ‒‒‒ − ‒‒ ‒ −− ‒‒ ‒ −− ‒ ‒‒ ‒ − — [140, 420, 260, 425]
casualty-entry-line: − ‒ ‒‒ ‒ −− ‒‒‒ ‒ − ‒‒ ‒ −−− ‒ ‒‒ − ‒ ‒‒‒ − ‒‒ ‒ −− ‒‒ ‒ − — [140, 83, 260, 88]
casualty-entry-line: ‒‒‒ ‒ − ‒‒ ‒ −−− ‒ ‒‒ − ‒ ‒‒‒ − ‒‒ ‒ −− ‒‒ ‒ −− ‒ ‒‒ ‒ −− — [140, 101, 258, 106]
casualty-entry-line: ‒‒ ‒ −− ‒‒‒ ‒ − ‒‒ ‒ −−− ‒ ‒‒ − ‒ ‒‒‒ − ‒‒ ‒ −− ‒‒ ‒ −− ‒ — [140, 438, 258, 443]
casualty-entry-line: ‒‒‒ ‒ − ‒‒ ‒ −−− ‒ ‒‒ − ‒ ‒‒‒ − ‒‒ ‒ −− ‒‒ ‒ −− ‒ ‒‒ ‒ −− — [140, 46, 258, 51]
casualty-entry-line: − ‒ ‒‒ ‒ −− ‒‒‒ ‒ − ‒‒ ‒ −−− ‒ ‒‒ − ‒ ‒‒‒ − ‒‒ ‒ −− ‒‒ ‒ − — [8, 216, 128, 221]
casualty-entry-line: ‒ − ‒‒ ‒ −−− ‒ ‒‒ − ‒ ‒‒‒ − ‒‒ ‒ −− ‒‒ ‒ −− ‒ ‒‒ ‒ −− ‒‒‒ — [8, 326, 126, 331]
casualty-entry-line: ‒ −− ‒‒‒ ‒ − ‒‒ ‒ −−− ‒ ‒‒ − ‒ ‒‒‒ − ‒‒ ‒ −− ‒‒ ‒ −− ‒ ‒‒ — [272, 433, 390, 438]
casualty-entry-line: ‒ ‒‒ ‒ −− ‒‒‒ ‒ − ‒‒ ‒ −−− ‒ ‒‒ − ‒ ‒‒‒ − ‒‒ ‒ −− ‒‒ ‒ −− — [140, 447, 258, 452]
casualty-entry-line: − ‒ ‒‒ ‒ −− ‒‒‒ ‒ − ‒‒ ‒ −−− ‒ ‒‒ − ‒ ‒‒‒ − ‒‒ ‒ −− ‒‒ ‒ − — [272, 64, 392, 69]
casualty-entry-line: ‒ −− ‒‒‒ ‒ − ‒‒ ‒ −−− ‒ ‒‒ − ‒ ‒‒‒ − ‒‒ ‒ −− ‒‒ ‒ −− ‒ ‒‒ — [8, 198, 126, 203]
casualty-entry-line: ‒ − ‒‒ ‒ −−− ‒ ‒‒ − ‒ ‒‒‒ − ‒‒ ‒ −− ‒‒ ‒ −− ‒ ‒‒ ‒ −− ‒‒‒ — [140, 402, 258, 407]
casualty-entry-line: ‒‒‒ ‒ − ‒‒ ‒ −−− ‒ ‒‒ − ‒ ‒‒‒ − ‒‒ ‒ −− ‒‒ ‒ −− ‒ ‒‒ ‒ −− — [272, 315, 390, 319]
casualty-entry-line: ‒ −− ‒‒‒ ‒ − ‒‒ ‒ −−− ‒ ‒‒ − ‒ ‒‒‒ − ‒‒ ‒ −− ‒‒ ‒ −− ‒ ‒‒ — [8, 426, 126, 431]
casualty-entry-line: ‒‒‒ ‒ − ‒‒ ‒ −−− ‒ ‒‒ − ‒ ‒‒‒ − ‒‒ ‒ −− ‒‒ ‒ −− ‒ ‒‒ ‒ −− — [272, 28, 390, 33]
casualty-entry-line: ‒‒ ‒ − ‒‒ ‒ −−− ‒ ‒‒ − ‒ ‒‒‒ − ‒‒ ‒ −− ‒‒ ‒ −− ‒ ‒‒ ‒ −− ‒ — [140, 548, 260, 553]
casualty-entry-line: ‒‒ ‒ −− ‒‒‒ ‒ − ‒‒ ‒ −−− ‒ ‒‒ − ‒ ‒‒‒ − ‒‒ ‒ −− ‒‒ ‒ −− ‒ — [140, 174, 258, 179]
casualty-entry-line: ‒ ‒ −− ‒‒‒ ‒ − ‒‒ ‒ −−− ‒ ‒‒ − ‒ ‒‒‒ − ‒‒ ‒ −− ‒‒ ‒ −− ‒ ‒ — [272, 178, 392, 183]
casualty-entry-line: −− ‒‒‒ ‒ − ‒‒ ‒ −−− ‒ ‒‒ − ‒ ‒‒‒ − ‒‒ ‒ −− ‒‒ ‒ −− ‒ ‒‒ ‒ — [272, 501, 390, 506]
casualty-entry-line: − ‒ ‒‒ ‒ −− ‒‒‒ ‒ − ‒‒ ‒ −−− ‒ ‒‒ − ‒ ‒‒‒ − ‒‒ ‒ −− ‒‒ ‒ − — [272, 219, 392, 224]
casualty-entry-line: −− ‒‒‒ ‒ − ‒‒ ‒ −−− ‒ ‒‒ − ‒ ‒‒‒ − ‒‒ ‒ −− ‒‒ ‒ −− ‒ ‒‒ ‒ — [8, 417, 126, 422]
casualty-entry-line: −− ‒‒‒ ‒ − ‒‒ ‒ −−− ‒ ‒‒ − ‒ ‒‒‒ − ‒‒ ‒ −− ‒‒ ‒ −− ‒ ‒‒ ‒ — [140, 511, 258, 516]
casualty-entry-line: ‒‒‒ ‒ − ‒‒ ‒ −−− ‒ ‒‒ − ‒ ‒‒‒ − ‒‒ ‒ −− ‒‒ ‒ −− ‒ ‒‒ ‒ −− — [272, 492, 390, 497]
casualty-entry-line: ‒ − ‒‒ ‒ −−− ‒ ‒‒ − ‒ ‒‒‒ − ‒‒ ‒ −− ‒‒ ‒ −− ‒ ‒‒ ‒ −− ‒‒‒ — [272, 196, 390, 201]
casualty-entry-line: ‒‒ ‒ −− ‒‒‒ ‒ − ‒‒ ‒ −−− ‒ ‒‒ − ‒ ‒‒‒ − ‒‒ ‒ −− ‒‒ ‒ −− ‒ — [272, 542, 390, 547]
section-heading: Reserve-Infanterie-Regiment Nr. 99, Straßburg i. E., Zabern. — [140, 267, 262, 284]
casualty-entry-line: ‒ −− ‒‒‒ ‒ − ‒‒ ‒ −−− ‒ ‒‒ − ‒ ‒‒‒ − ‒‒ ‒ −− ‒‒ ‒ −− ‒ ‒‒ — [140, 329, 258, 334]
section-heading: Infanterie-Regiment Nr. 98, Metz. — [17, 346, 121, 362]
text-column-1 — [8, 24, 130, 589]
casualty-entry-line: ‒ − ‒‒ ‒ −−− ‒ ‒‒ − ‒ ‒‒‒ − ‒‒ ‒ −− ‒‒ ‒ −− ‒ ‒‒ ‒ −− ‒‒‒ — [140, 325, 258, 329]
casualty-entry-line: − ‒‒‒ ‒ − ‒‒ ‒ −−− ‒ ‒‒ − ‒ ‒‒‒ − ‒‒ ‒ −− ‒‒ ‒ −− ‒ ‒‒ ‒ − — [8, 96, 128, 101]
casualty-entry-line: −− ‒‒‒ ‒ − ‒‒ ‒ −−− ‒ ‒‒ − ‒ ‒‒‒ − ‒‒ ‒ −− ‒‒ ‒ −− ‒ ‒‒ ‒ — [140, 397, 258, 402]
casualty-entry-line: ‒ ‒‒ ‒ −− ‒‒‒ ‒ − ‒‒ ‒ −−− ‒ ‒‒ − ‒ ‒‒‒ − ‒‒ ‒ −− ‒‒ ‒ −− — [272, 551, 390, 556]
casualty-entry-line: ‒‒ ‒ −− ‒‒‒ ‒ − ‒‒ ‒ −−− ‒ ‒‒ − ‒ ‒‒‒ − ‒‒ ‒ −− ‒‒ ‒ −− ‒ — [272, 133, 390, 138]
casualty-entry-line: ‒ ‒ − ‒‒ ‒ −−− ‒ ‒‒ − ‒ ‒‒‒ − ‒‒ ‒ −− ‒‒ ‒ −− ‒ ‒‒ ‒ −− ‒‒ — [8, 226, 128, 231]
casualty-entry-line: − ‒‒‒ ‒ − ‒‒ ‒ −−− ‒ ‒‒ − ‒ ‒‒‒ − ‒‒ ‒ −− ‒‒ ‒ −− ‒ ‒‒ ‒ − — [140, 557, 260, 562]
casualty-entry-line: −− ‒‒‒ ‒ − ‒‒ ‒ −−− ‒ ‒‒ − ‒ ‒‒‒ − ‒‒ ‒ −− ‒‒ ‒ −− ‒ ‒‒ ‒ — [140, 256, 258, 261]
casualty-entry-line: ‒ ‒‒ ‒ −− ‒‒‒ ‒ − ‒‒ ‒ −−− ‒ ‒‒ − ‒ ‒‒‒ − ‒‒ ‒ −− ‒‒ ‒ −− — [140, 128, 258, 133]
casualty-entry-line: ‒‒‒ ‒ − ‒‒ ‒ −−− ‒ ‒‒ − ‒ ‒‒‒ − ‒‒ ‒ −− ‒‒ ‒ −− ‒ ‒‒ ‒ −− — [140, 178, 258, 183]
casualty-entry-line: −− ‒‒‒ ‒ − ‒‒ ‒ −−− ‒ ‒‒ − ‒ ‒‒‒ − ‒‒ ‒ −− ‒‒ ‒ −− ‒ ‒‒ ‒ — [8, 321, 126, 326]
casualty-entry-line: ‒ −− ‒‒‒ ‒ − ‒‒ ‒ −−− ‒ ‒‒ − ‒ ‒‒‒ − ‒‒ ‒ −− ‒‒ ‒ −− ‒ ‒‒ — [140, 142, 258, 147]
casualty-entry-line: ‒ −− ‒‒‒ ‒ − ‒‒ ‒ −−− ‒ ‒‒ − ‒ ‒‒‒ − ‒‒ ‒ −− ‒‒ ‒ −− ‒ ‒‒ — [272, 46, 390, 51]
casualty-entry-line: ‒ −− ‒‒‒ ‒ − ‒‒ ‒ −−− ‒ ‒‒ − ‒ ‒‒‒ − ‒‒ ‒ −− ‒‒ ‒ −− ‒ ‒‒ — [272, 455, 390, 460]
casualty-entry-line: ‒ ‒‒ ‒ −− ‒‒‒ ‒ − ‒‒ ‒ −−− ‒ ‒‒ − ‒ ‒‒‒ − ‒‒ ‒ −− ‒‒ ‒ −− — [272, 33, 390, 38]
casualty-entry-line: ‒‒ ‒ −− ‒‒‒ ‒ − ‒‒ ‒ −−− ‒ ‒‒ − ‒ ‒‒‒ − ‒‒ ‒ −− ‒‒ ‒ −− ‒ — [272, 78, 390, 83]
casualty-entry-line: ‒ ‒‒ ‒ −− ‒‒‒ ‒ − ‒‒ ‒ −−− ‒ ‒‒ − ‒ ‒‒‒ − ‒‒ ‒ −− ‒‒ ‒ −− — [140, 370, 258, 375]
casualty-entry-line: ‒‒ ‒ −− ‒‒‒ ‒ − ‒‒ ‒ −−− ‒ ‒‒ − ‒ ‒‒‒ − ‒‒ ‒ −− ‒‒ ‒ −− ‒ — [140, 338, 258, 343]
casualty-entry-line: ‒ − ‒‒ ‒ −−− ‒ ‒‒ − ‒ ‒‒‒ − ‒‒ ‒ −− ‒‒ ‒ −− ‒ ‒‒ ‒ −− ‒‒‒ — [272, 405, 390, 410]
casualty-entry-line: ‒‒‒ ‒ − ‒‒ ‒ −−− ‒ ‒‒ − ‒ ‒‒‒ − ‒‒ ‒ −− ‒‒ ‒ −− ‒ ‒‒ ‒ −− — [272, 469, 390, 474]
casualty-entry-line: ‒ ‒‒ ‒ −− ‒‒‒ ‒ − ‒‒ ‒ −−− ‒ ‒‒ − ‒ ‒‒‒ − ‒‒ ‒ −− ‒‒ ‒ −− — [8, 69, 126, 74]
casualty-entry-line: ‒‒ ‒ −− ‒‒‒ ‒ − ‒‒ ‒ −−− ‒ ‒‒ − ‒ ‒‒‒ − ‒‒ ‒ −− ‒‒ ‒ −− ‒ — [272, 233, 390, 238]
page-number: 8085 — [8, 6, 34, 16]
casualty-entry-line: ‒‒ ‒ −− ‒‒‒ ‒ − ‒‒ ‒ −−− ‒ ‒‒ − ‒ ‒‒‒ − ‒‒ ‒ −− ‒‒ ‒ −− ‒ — [272, 55, 390, 60]
casualty-entry-line: − ‒‒‒ ‒ − ‒‒ ‒ −−− ‒ ‒‒ − ‒ ‒‒‒ − ‒‒ ‒ −− ‒‒ ‒ −− ‒ ‒‒ ‒ − — [8, 289, 128, 294]
casualty-entry-line: ‒‒ ‒ −− ‒‒‒ ‒ − ‒‒ ‒ −−− ‒ ‒‒ − ‒ ‒‒‒ − ‒‒ ‒ −− ‒‒ ‒ −− ‒ — [272, 519, 390, 524]
casualty-entry-line: − ‒‒‒ ‒ − ‒‒ ‒ −−− ‒ ‒‒ − ‒ ‒‒‒ − ‒‒ ‒ −− ‒‒ ‒ −− ‒ ‒‒ ‒ − — [272, 369, 392, 374]
casualty-entry-line: ‒ − ‒‒ ‒ −−− ‒ ‒‒ − ‒ ‒‒‒ − ‒‒ ‒ −− ‒‒ ‒ −− ‒ ‒‒ ‒ −− ‒‒‒ — [272, 505, 390, 510]
casualty-entry-line: ‒ − ‒‒ ‒ −−− ‒ ‒‒ − ‒ ‒‒‒ − ‒‒ ‒ −− ‒‒ ‒ −− ‒ ‒‒ ‒ −− ‒‒‒ — [272, 251, 390, 256]
casualty-entry-line: ‒ ‒‒ ‒ −− ‒‒‒ ‒ − ‒‒ ‒ −−− ‒ ‒‒ − ‒ ‒‒‒ − ‒‒ ‒ −− ‒‒ ‒ −− — [8, 339, 126, 344]
casualty-entry-line: ‒ ‒‒ ‒ −− ‒‒‒ ‒ − ‒‒ ‒ −−− ‒ ‒‒ − ‒ ‒‒‒ − ‒‒ ‒ −− ‒‒ ‒ −− — [8, 262, 126, 267]
issue-number: (Pr. 56) — [204, 6, 245, 16]
casualty-entry-line: ‒ − ‒‒ ‒ −−− ‒ ‒‒ − ‒ ‒‒‒ − ‒‒ ‒ −− ‒‒ ‒ −− ‒ ‒‒ ‒ −− ‒‒‒ — [140, 539, 258, 544]
casualty-entry-line: −− ‒‒‒ ‒ − ‒‒ ‒ −−− ‒ ‒‒ − ‒ ‒‒‒ − ‒‒ ‒ −− ‒‒ ‒ −− ‒ ‒‒ ‒ — [272, 424, 390, 429]
page-header — [8, 6, 392, 21]
casualty-entry-line: ‒‒‒ ‒ − ‒‒ ‒ −−− ‒ ‒‒ − ‒ ‒‒‒ − ‒‒ ‒ −− ‒‒ ‒ −− ‒ ‒‒ ‒ −− — [272, 160, 390, 165]
text-column-3 — [268, 24, 394, 589]
casualty-entry-line: ‒‒‒ ‒ − ‒‒ ‒ −−− ‒ ‒‒ − ‒ ‒‒‒ − ‒‒ ‒ −− ‒‒ ‒ −− ‒ ‒‒ ‒ −− — [272, 337, 390, 342]
casualty-entry-line: ‒‒‒ ‒ − ‒‒ ‒ −−− ‒ ‒‒ − ‒ ‒‒‒ − ‒‒ ‒ −− ‒‒ ‒ −− ‒ ‒‒ ‒ −− — [140, 365, 258, 370]
casualty-entry-line: ‒‒ ‒ −− ‒‒‒ ‒ − ‒‒ ‒ −−− ‒ ‒‒ − ‒ ‒‒‒ − ‒‒ ‒ −− ‒‒ ‒ −− ‒ — [8, 92, 126, 97]
casualty-entry-line: ‒ − ‒‒ ‒ −−− ‒ ‒‒ − ‒ ‒‒‒ − ‒‒ ‒ −− ‒‒ ‒ −− ‒ ‒‒ ‒ −− ‒‒‒ — [272, 96, 390, 101]
casualty-entry-line: ‒ ‒ − ‒‒ ‒ −−− ‒ ‒‒ − ‒ ‒‒‒ − ‒‒ ‒ −− ‒‒ ‒ −− ‒ ‒‒ ‒ −− ‒‒ — [272, 228, 392, 233]
casualty-entry-line: − ‒‒‒ ‒ − ‒‒ ‒ −−− ‒ ‒‒ − ‒ ‒‒‒ − ‒‒ ‒ −− ‒‒ ‒ −− ‒ ‒‒ ‒ − — [140, 343, 260, 348]
casualty-entry-line: ‒ ‒ − ‒‒ ‒ −−− ‒ ‒‒ − ‒ ‒‒‒ − ‒‒ ‒ −− ‒‒ ‒ −− ‒ ‒‒ ‒ −− ‒‒ — [272, 151, 392, 156]
casualty-entry-line: ‒‒ ‒ − ‒‒ ‒ −−− ‒ ‒‒ − ‒ ‒‒‒ − ‒‒ ‒ −− ‒‒ ‒ −− ‒ ‒‒ ‒ −− ‒ — [140, 146, 260, 151]
casualty-entry-line: − ‒ ‒‒ ‒ −− ‒‒‒ ‒ − ‒‒ ‒ −−− ‒ ‒‒ − ‒ ‒‒‒ − ‒‒ ‒ −− ‒‒ ‒ − — [8, 24, 128, 28]
casualty-entry-line: ‒ ‒‒ ‒ −− ‒‒‒ ‒ − ‒‒ ‒ −−− ‒ ‒‒ − ‒ ‒‒‒ − ‒‒ ‒ −− ‒‒ ‒ −− — [272, 496, 390, 501]
casualty-entry-line: ‒ − ‒‒ ‒ −−− ‒ ‒‒ − ‒ ‒‒‒ − ‒‒ ‒ −− ‒‒ ‒ −− ‒ ‒‒ ‒ −− ‒‒‒ — [272, 328, 390, 333]
casualty-entry-line: ‒‒‒ ‒ − ‒‒ ‒ −−− ‒ ‒‒ − ‒ ‒‒‒ − ‒‒ ‒ −− ‒‒ ‒ −− ‒ ‒‒ ‒ −− — [272, 392, 390, 397]
casualty-entry-line: ‒‒‒ ‒ − ‒‒ ‒ −−− ‒ ‒‒ − ‒ ‒‒‒ − ‒‒ ‒ −− ‒‒ ‒ −− ‒ ‒‒ ‒ −− — [272, 237, 390, 242]
casualty-entry-line: −− ‒‒‒ ‒ − ‒‒ ‒ −−− ‒ ‒‒ − ‒ ‒‒‒ − ‒‒ ‒ −− ‒‒ ‒ −− ‒ ‒‒ ‒ — [140, 475, 258, 480]
casualty-entry-line: ‒ ‒ − ‒‒ ‒ −−− ‒ ‒‒ − ‒ ‒‒‒ − ‒‒ ‒ −− ‒‒ ‒ −− ‒ ‒‒ ‒ −− ‒‒ — [140, 570, 260, 575]
casualty-entry-line: ‒‒ ‒ − ‒‒ ‒ −−− ‒ ‒‒ − ‒ ‒‒‒ − ‒‒ ‒ −− ‒‒ ‒ −− ‒ ‒‒ ‒ −− ‒ — [140, 69, 260, 74]
casualty-entry-line: − ‒ ‒‒ ‒ −− ‒‒‒ ‒ − ‒‒ ‒ −−− ‒ ‒‒ − ‒ ‒‒‒ − ‒‒ ‒ −− ‒‒ ‒ − — [272, 142, 392, 147]
casualty-entry-line: ‒‒ ‒ −− ‒‒‒ ‒ − ‒‒ ‒ −−− ‒ ‒‒ − ‒ ‒‒‒ − ‒‒ ‒ −− ‒‒ ‒ −− ‒ — [140, 74, 258, 79]
casualty-entry-line: ‒ ‒ −− ‒‒‒ ‒ − ‒‒ ‒ −−− ‒ ‒‒ − ‒ ‒‒‒ − ‒‒ ‒ −− ‒‒ ‒ −− ‒ ‒ — [272, 487, 392, 492]
casualty-entry-line: ‒ −− ‒‒‒ ‒ − ‒‒ ‒ −−− ‒ ‒‒ − ‒ ‒‒‒ − ‒‒ ‒ −− ‒‒ ‒ −− ‒ ‒‒ — [8, 28, 126, 33]
casualty-entry-line: ‒ − ‒‒ ‒ −−− ‒ ‒‒ − ‒ ‒‒‒ − ‒‒ ‒ −− ‒‒ ‒ −− ‒ ‒‒ ‒ −− ‒‒‒ — [272, 274, 390, 279]
casualty-entry-line: ‒ ‒ − ‒‒ ‒ −−− ‒ ‒‒ − ‒ ‒‒‒ − ‒‒ ‒ −− ‒‒ ‒ −− ‒ ‒‒ ‒ −− ‒‒ — [8, 148, 128, 153]
casualty-entry-line: −− ‒‒‒ ‒ − ‒‒ ‒ −−− ‒ ‒‒ − ‒ ‒‒‒ − ‒‒ ‒ −− ‒‒ ‒ −− ‒ ‒‒ ‒ — [8, 266, 126, 271]
casualty-entry-line: ‒‒ ‒ − ‒‒ ‒ −−− ‒ ‒‒ − ‒ ‒‒‒ − ‒‒ ‒ −− ‒‒ ‒ −− ‒ ‒‒ ‒ −− ‒ — [272, 205, 392, 210]
casualty-entry-line: ‒‒‒ ‒ − ‒‒ ‒ −−− ‒ ‒‒ − ‒ ‒‒‒ − ‒‒ ‒ −− ‒‒ ‒ −− ‒ ‒‒ ‒ −− — [140, 201, 258, 206]
casualty-entry-line: ‒‒‒ ‒ − ‒‒ ‒ −−− ‒ ‒‒ − ‒ ‒‒‒ − ‒‒ ‒ −− ‒‒ ‒ −− ‒ ‒‒ ‒ −− — [140, 443, 258, 448]
casualty-entry-line: ‒ −− ‒‒‒ ‒ − ‒‒ ‒ −−− ‒ ‒‒ − ‒ ‒‒‒ − ‒‒ ‒ −− ‒‒ ‒ −− ‒ ‒‒ — [8, 83, 126, 88]
casualty-entry-line: ‒‒‒ ‒ − ‒‒ ‒ −−− ‒ ‒‒ − ‒ ‒‒‒ − ‒‒ ‒ −− ‒‒ ‒ −− ‒ ‒‒ ‒ −− — [8, 257, 126, 262]
casualty-entry-line: ‒ ‒‒ ‒ −− ‒‒‒ ‒ − ‒‒ ‒ −−− ‒ ‒‒ − ‒ ‒‒‒ − ‒‒ ‒ −− ‒‒ ‒ −− — [140, 251, 258, 256]
casualty-entry-line: ‒ ‒‒ ‒ −− ‒‒‒ ‒ − ‒‒ ‒ −−− ‒ ‒‒ − ‒ ‒‒‒ − ‒‒ ‒ −− ‒‒ ‒ −− — [272, 187, 390, 192]
casualty-entry-line: − ‒ ‒‒ ‒ −− ‒‒‒ ‒ − ‒‒ ‒ −−− ‒ ‒‒ − ‒ ‒‒‒ − ‒‒ ‒ −− ‒‒ ‒ − — [272, 374, 392, 379]
casualty-entry-line: ‒‒ ‒ − ‒‒ ‒ −−− ‒ ‒‒ − ‒ ‒‒‒ − ‒‒ ‒ −− ‒‒ ‒ −− ‒ ‒‒ ‒ −− ‒ — [8, 203, 128, 208]
casualty-entry-line: − ‒‒‒ ‒ − ‒‒ ‒ −−− ‒ ‒‒ − ‒ ‒‒‒ − ‒‒ ‒ −− ‒‒ ‒ −− ‒ ‒‒ ‒ − — [272, 292, 392, 297]
casualty-entry-line: ‒ ‒ − ‒‒ ‒ −−− ‒ ‒‒ − ‒ ‒‒‒ − ‒‒ ‒ −− ‒‒ ‒ −− ‒ ‒‒ ‒ −− ‒‒ — [8, 110, 128, 115]
casualty-entry-line: −− ‒‒‒ ‒ − ‒‒ ‒ −−− ‒ ‒‒ − ‒ ‒‒‒ − ‒‒ ‒ −− ‒‒ ‒ −− ‒ ‒‒ ‒ — [8, 74, 126, 79]
casualty-entry-line: ‒ ‒ − ‒‒ ‒ −−− ‒ ‒‒ − ‒ ‒‒‒ − ‒‒ ‒ −− ‒‒ ‒ −− ‒ ‒‒ ‒ −− ‒‒ — [140, 92, 260, 97]
casualty-entry-line: ‒‒ ‒ −− ‒‒‒ ‒ − ‒‒ ‒ −−− ‒ ‒‒ − ‒ ‒‒‒ − ‒‒ ‒ −− ‒‒ ‒ −− ‒ — [8, 153, 126, 158]
casualty-entry-line: ‒ ‒ − ‒‒ ‒ −−− ‒ ‒‒ − ‒ ‒‒‒ − ‒‒ ‒ −− ‒‒ ‒ −− ‒ ‒‒ ‒ −− ‒‒ — [8, 33, 128, 38]
casualty-entry-line: ‒‒‒ ‒ − ‒‒ ‒ −−− ‒ ‒‒ − ‒ ‒‒‒ − ‒‒ ‒ −− ‒‒ ‒ −− ‒ ‒‒ ‒ −− — [8, 180, 126, 185]
casualty-entry-line: − ‒ ‒‒ ‒ −− ‒‒‒ ‒ − ‒‒ ‒ −−− ‒ ‒‒ − ‒ ‒‒‒ − ‒‒ ‒ −− ‒‒ ‒ − — [140, 347, 260, 352]
casualty-entry-line: ‒ ‒ −− ‒‒‒ ‒ − ‒‒ ‒ −−− ‒ ‒‒ − ‒ ‒‒‒ − ‒‒ ‒ −− ‒‒ ‒ −− ‒ ‒ — [8, 403, 128, 408]
casualty-entry-line: −− ‒‒‒ ‒ − ‒‒ ‒ −−− ‒ ‒‒ − ‒ ‒‒‒ − ‒‒ ‒ −− ‒‒ ‒ −− ‒ ‒‒ ‒ — [272, 269, 390, 274]
casualty-entry-line: ‒ −− ‒‒‒ ‒ − ‒‒ ‒ −−− ‒ ‒‒ − ‒ ‒‒‒ − ‒‒ ‒ −− ‒‒ ‒ −− ‒ ‒‒ — [8, 276, 126, 281]
casualty-entry-line: ‒‒ ‒ −− ‒‒‒ ‒ − ‒‒ ‒ −−− ‒ ‒‒ − ‒ ‒‒‒ − ‒‒ ‒ −− ‒‒ ‒ −− ‒ — [272, 465, 390, 470]
casualty-entry-line: ‒‒‒ ‒ − ‒‒ ‒ −−− ‒ ‒‒ − ‒ ‒‒‒ − ‒‒ ‒ −− ‒‒ ‒ −− ‒ ‒‒ ‒ −− — [140, 247, 258, 252]
casualty-entry-line: ‒‒ ‒ −− ‒‒‒ ‒ − ‒‒ ‒ −−− ‒ ‒‒ − ‒ ‒‒‒ − ‒‒ ‒ −− ‒‒ ‒ −− ‒ — [8, 230, 126, 235]
casualty-entry-line: ‒‒ ‒ −− ‒‒‒ ‒ − ‒‒ ‒ −−− ‒ ‒‒ − ‒ ‒‒‒ − ‒‒ ‒ −− ‒‒ ‒ −− ‒ — [272, 210, 390, 215]
casualty-entry-line: ‒‒ ‒ −− ‒‒‒ ‒ − ‒‒ ‒ −−− ‒ ‒‒ − ‒ ‒‒‒ − ‒‒ ‒ −− ‒‒ ‒ −− ‒ — [140, 552, 258, 557]
